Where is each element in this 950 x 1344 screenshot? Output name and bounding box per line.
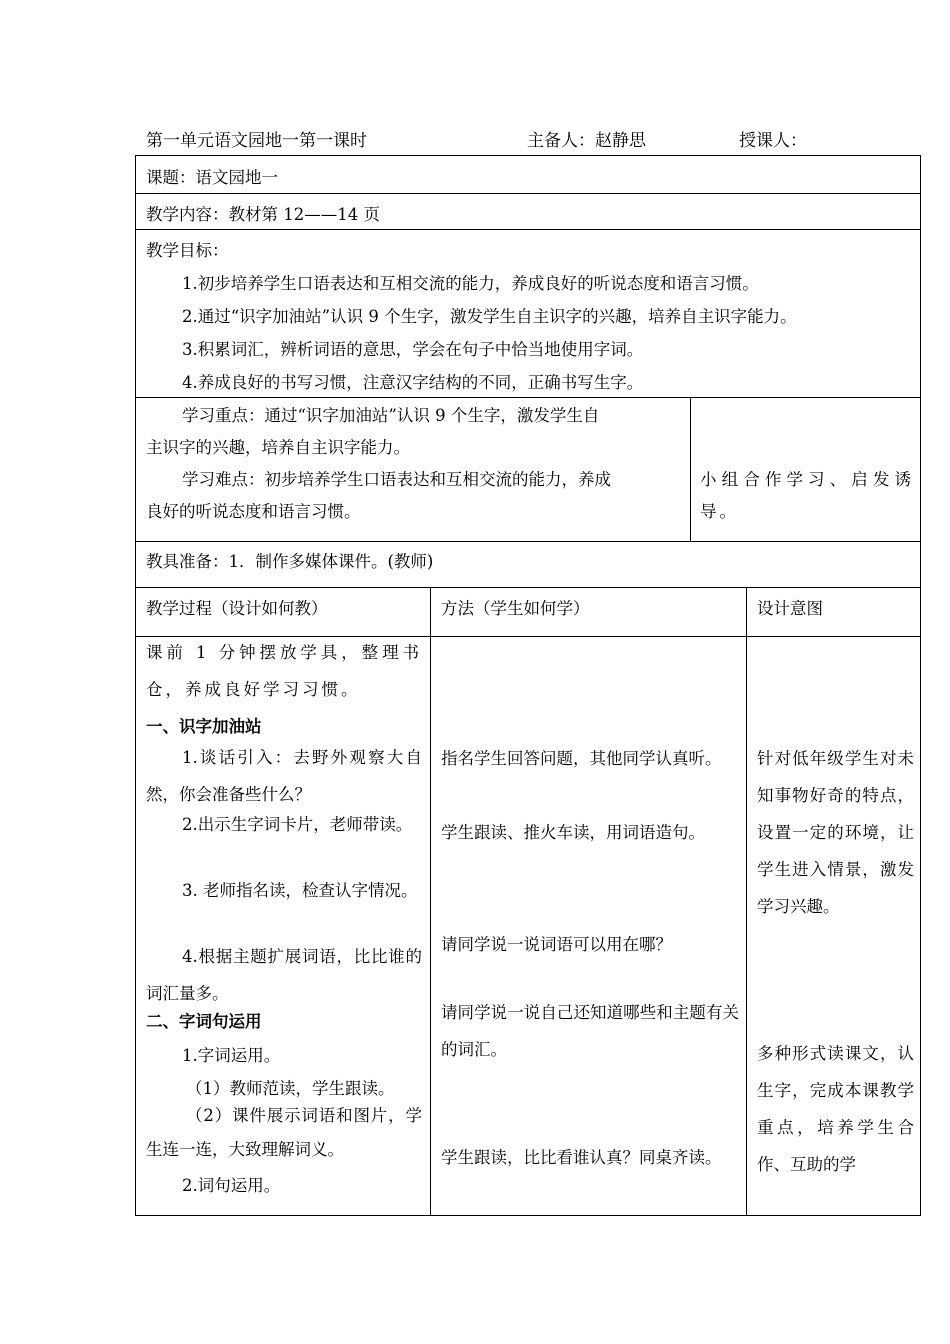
row-divider <box>135 541 921 542</box>
content: 教学内容：教材第 12——14 页 <box>146 205 380 224</box>
intent-text: 针对低年级学生对未知事物好奇的特点，设置一定的环境，让学生进入情景，激发学习兴趣。 <box>757 749 914 916</box>
section-title: 一、识字加油站 <box>146 717 262 736</box>
process-step: （1）教师范读，学生跟读。 <box>186 1079 395 1098</box>
teacher: 授课人： <box>739 131 807 151</box>
objective-item: 3.积累词汇，辨析词语的意思，学会在句子中恰当地使用字词。 <box>182 340 644 359</box>
difficulty: 学习难点：初步培养学生口语表达和互相交流的能力，养成 <box>182 470 611 489</box>
difficulty-cont: 良好的听说态度和语言习惯。 <box>146 502 361 521</box>
row-divider <box>135 193 921 194</box>
objective-item: 4.养成良好的书写习惯，注意汉字结构的不同，正确书写生字。 <box>182 373 644 392</box>
key-point: 学习重点：通过“识字加油站”认识 9 个生字，激发学生自 <box>182 406 600 425</box>
process-step: 1.字词运用。 <box>182 1046 281 1065</box>
col-divider <box>430 587 431 1216</box>
materials: 教具准备：1．制作多媒体课件。(教师) <box>146 552 434 571</box>
method-text: 学生跟读，比比看谁认真？同桌齐读。 <box>441 1148 722 1167</box>
method-text: 指名学生回答问题，其他同学认真听。 <box>441 749 722 768</box>
process-step: 2.出示生字词卡片，老师带读。 <box>182 815 413 834</box>
process-step: （2）课件展示词语和图片，学生连一连，大致理解词义。 <box>146 1106 422 1159</box>
process-step: 4.根据主题扩展词语，比比谁的词汇量多。 <box>146 947 422 1003</box>
objective-item: 1.初步培养学生口语表达和互相交流的能力，养成良好的听说态度和语言习惯。 <box>182 274 759 293</box>
col-divider <box>746 587 747 1216</box>
row-divider <box>135 397 921 398</box>
row-divider <box>135 229 921 230</box>
process-step: 3. 老师指名读，检查认字情况。 <box>182 881 418 900</box>
process-step: 1.谈话引入：去野外观察大自然，你会准备些什么？ <box>146 748 422 804</box>
method-text: 请同学说一说自己还知道哪些和主题有关的词汇。 <box>441 1003 739 1059</box>
col-header-intent: 设计意图 <box>757 599 823 618</box>
col-divider <box>690 397 691 541</box>
method-text: 学生跟读、推火车读，用词语造句。 <box>441 823 705 842</box>
topic: 课题：语文园地一 <box>146 168 278 187</box>
objectives-label: 教学目标： <box>146 241 229 260</box>
key-point-cont: 主识字的兴趣，培养自主识字能力。 <box>146 438 410 457</box>
col-header-method: 方法（学生如何学） <box>441 599 590 618</box>
col-header-process: 教学过程（设计如何教） <box>146 599 328 618</box>
unit-title: 第一单元语文园地一第一课时 <box>146 131 367 151</box>
preparer: 主备人：赵静思 <box>527 131 646 151</box>
intent-text: 多种形式读课文，认生字，完成本课教学重点，培养学生合作、互助的学 <box>757 1044 914 1174</box>
process-step: 2.词句运用。 <box>182 1176 281 1195</box>
process-intro: 课前 1 分钟摆放学具，整理书仓，养成良好学习习惯。 <box>146 643 422 699</box>
objective-item: 2.通过“识字加油站”认识 9 个生字，激发学生自主识字的兴趣，培养自主识字能力。 <box>182 307 797 326</box>
row-divider <box>135 587 921 588</box>
method-text: 请同学说一说词语可以用在哪？ <box>441 935 672 954</box>
teaching-method: 小组合作学习、启发诱导。 <box>700 470 914 521</box>
section-title: 二、字词句运用 <box>146 1012 262 1031</box>
